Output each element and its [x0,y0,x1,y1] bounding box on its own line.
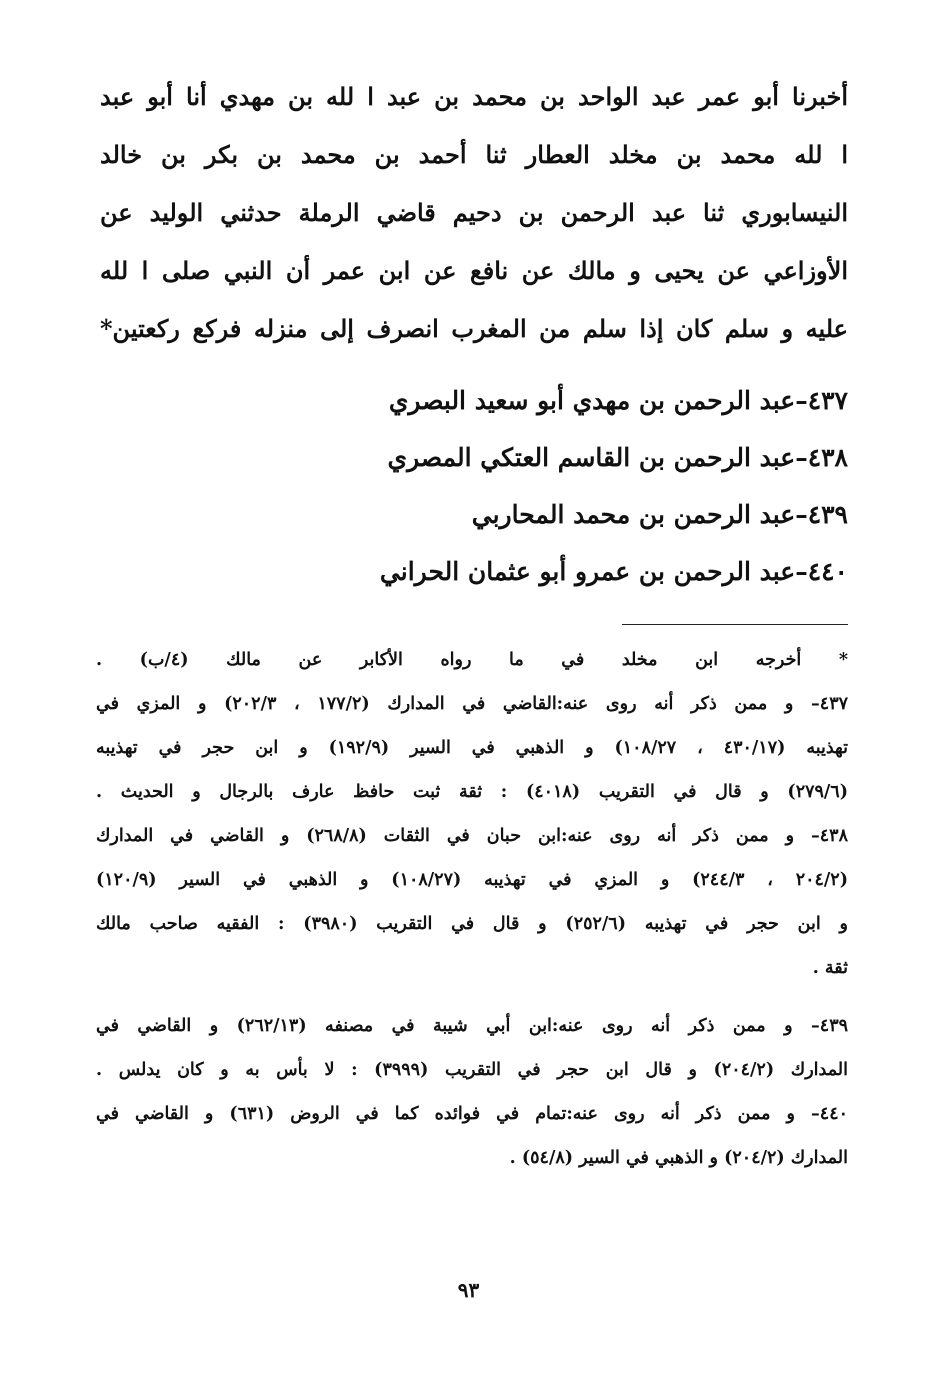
narrator-entry [380,543,848,600]
narrator-entry [380,486,848,543]
footnotes-block [96,638,848,1180]
main-text-block [100,68,848,358]
footnote-line: ٤٣٨– و ممن ذكر أنه روى عنه:ابن حبان في الثقات (٢٦٨/٨) و القاضي في المدارك [96,826,848,846]
footnote-separator-rule [622,624,848,625]
page-number: ٩٣ [457,1278,480,1302]
entry-number: ٤٣٨ [807,443,848,472]
narrator-entry [380,429,848,486]
footnote-line: و ابن حجر في تهذيبه (٢٥٢/٦) و قال في التقريب (٣٩٨٠) : الفقيه صاحب مالك [96,914,848,934]
main-text-line: أخبرنا أبو عمر عبد الواحد بن محمد بن عبد ا لله بن مهدي أنا أبو عبد [100,82,848,111]
narrator-entries-list [380,372,848,600]
entry-name: –عبد الرحمن بن عمرو أبو عثمان الحراني [379,557,808,586]
entry-number: ٤٤٠ [807,557,848,586]
footnote-line: ٤٤٠– و ممن ذكر أنه روى عنه:تمام في فوائده كما في الروض (٦٣١) و القاضي في [96,1104,848,1124]
footnote-line: ٤٣٩– و ممن ذكر أنه روى عنه:ابن أبي شيبة في مصنفه (٢٦٢/١٣) و القاضي في [96,1016,848,1036]
entry-name: –عبد الرحمن بن مهدي أبو سعيد البصري [388,386,808,415]
main-text-line: النيسابوري ثنا عبد الرحمن بن دحيم قاضي الرملة حدثني الوليد عن [100,198,848,227]
entry-name: –عبد الرحمن بن القاسم العتكي المصري [387,443,808,472]
narrator-entry [380,372,848,429]
footnote-gap [96,990,848,1004]
entry-name: –عبد الرحمن بن محمد المحاربي [471,500,808,529]
footnote-line: ثقة . [812,958,848,978]
footnote-line: ٤٣٧– و ممن ذكر أنه روى عنه:القاضي في المدارك (١٧٧/٢ ، ٢٠٢/٣) و المزي في [96,694,848,714]
main-text-line: الأوزاعي عن يحيى و مالك عن نافع عن ابن عمر أن النبي صلى ا لله [100,256,848,285]
entry-number: ٤٣٩ [807,500,848,529]
footnote-line: المدارك (٢٠٤/٢) و الذهبي في السير (٥٤/٨) . [509,1148,848,1168]
footnote-line: المدارك (٢٠٤/٢) و قال ابن حجر في التقريب (٣٩٩٩) : لا بأس به و كان يدلس . [96,1060,849,1080]
footnote-line: (٢٠٤/٢ ، ٢٤٤/٣) و المزي في تهذيبه (١٠٨/٢٧) و الذهبي في السير (١٢٠/٩) [96,870,848,890]
main-text-line: عليه و سلم كان إذا سلم من المغرب انصرف إلى منزله فركع ركعتين* [100,314,848,343]
main-text-line: ا لله محمد بن مخلد العطار ثنا أحمد بن محمد بن بكر بن خالد [100,140,848,169]
footnote-line: تهذيبه (٤٣٠/١٧ ، ١٠٨/٢٧) و الذهبي في السير (١٩٢/٩) و ابن حجر في تهذيبه [96,738,848,758]
footnote-line: * أخرجه ابن مخلد في ما رواه الأكابر عن مالك (٤/ب) . [96,650,848,670]
footnote-line: (٢٧٩/٦) و قال في التقريب (٤٠١٨) : ثقة ثبت حافظ عارف بالرجال و الحديث . [96,782,848,802]
entry-number: ٤٣٧ [807,386,848,415]
